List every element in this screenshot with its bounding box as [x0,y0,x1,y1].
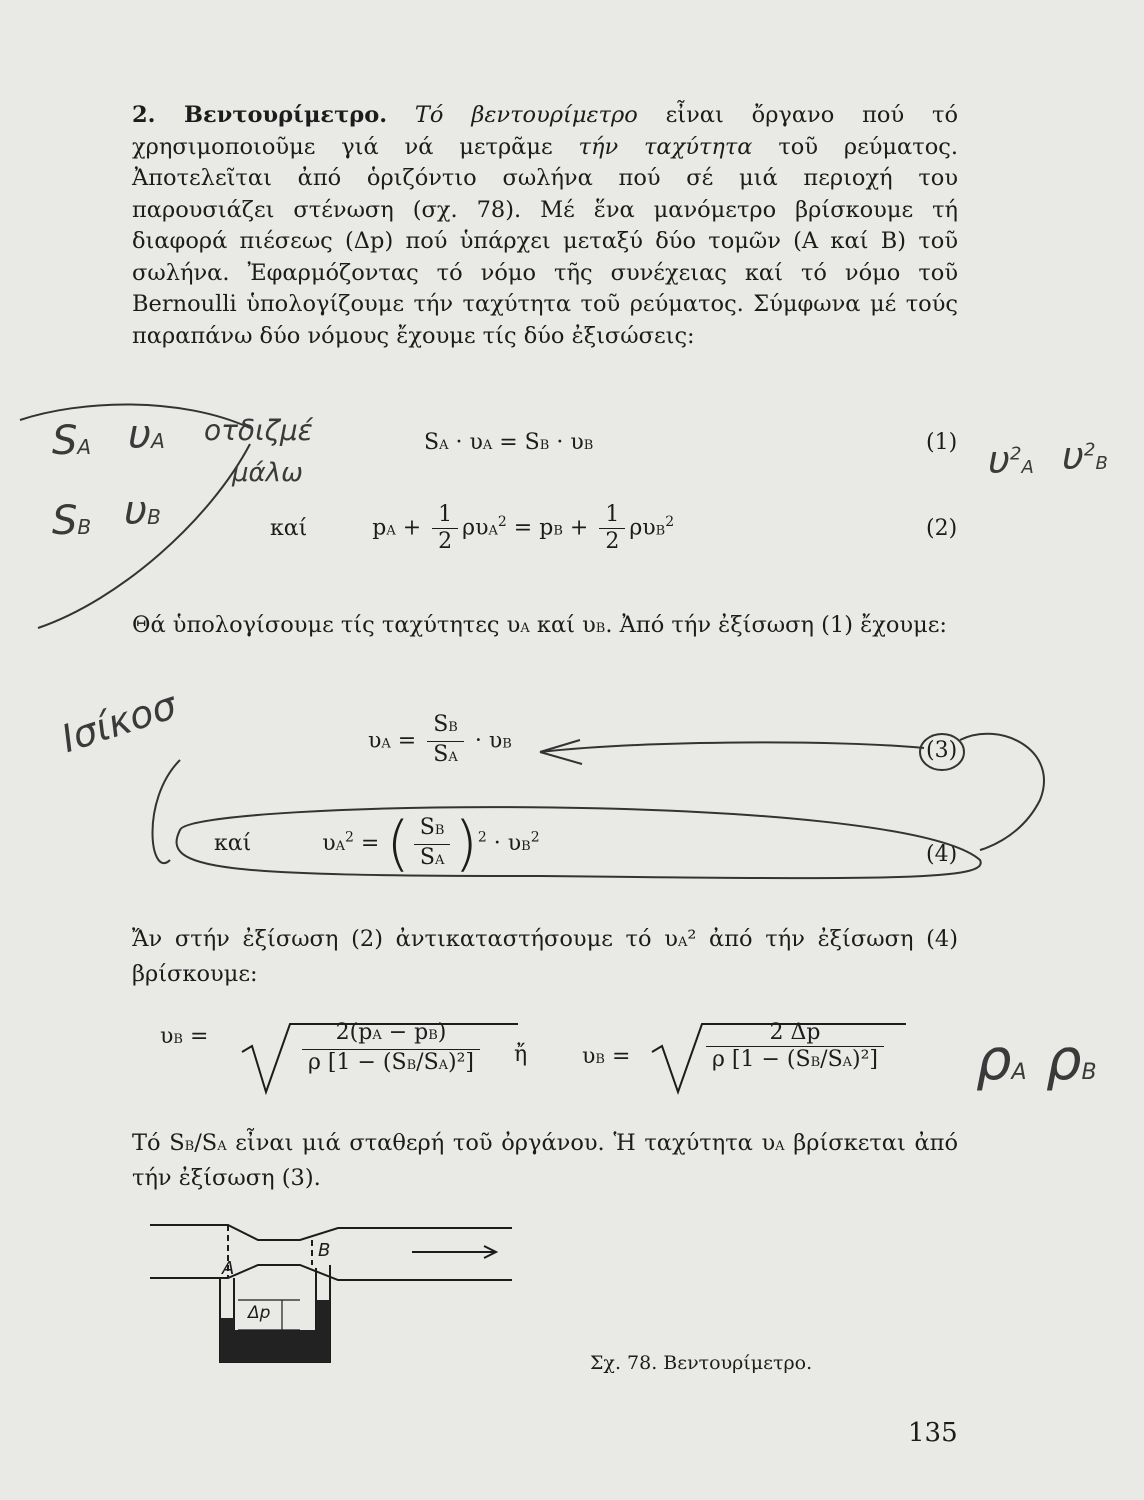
figure-label-a: A [222,1258,235,1279]
page-number: 135 [908,1418,958,1448]
equation-4: καί $\upsilon A^2$ = ( $\frac{SB}{SA}$ )$^2 \cdot \upsilon B^2$ [214,809,540,879]
figure-caption: Σχ. 78. Βεντουρίμετρο. [590,1352,813,1374]
paragraph-4: Τό SB/SA εἶναι μιά σταθερή τοῦ ὀργάνου. Ἡ ταχύτητα υA βρίσκεται ἀπό τήν ἐξίσωση (3). [132,1130,958,1191]
equation-3: υA = $\frac{SB}{SA}$ · υB [368,712,512,771]
venturi-figure [150,1225,512,1362]
hand-vb: υB [124,488,161,534]
section-title: 2. Βεντουρίμετρο. [132,102,388,128]
equation-5-or: ἤ [514,1042,528,1067]
paragraph-3: Ἄν στήν ἐξίσωση (2) ἀντικαταστήσουμε τό υA² ἀπό τήν ἐξίσωση (4) βρίσκουμε: [132,926,958,987]
hand-rho-b: ρB [1046,1028,1097,1093]
hand-va: υA [128,412,165,458]
hand-note-2: μάλω [232,458,303,488]
equation-2-number: (2) [926,516,958,541]
hand-rho-a: ρA [976,1028,1027,1093]
radical-sign-2 [652,1024,906,1092]
radical-sign-1 [242,1024,518,1092]
hand-ub2: $\upsilon^2B$ [1062,434,1108,478]
equation-1-number: (1) [926,430,958,455]
equation-2: καί pA + $\frac{1}{2}$ ρυA$^2$ = pB + $\frac{1}{2}$ ρυB$^2$ [270,502,675,554]
equation-5a: υB = [160,1024,209,1049]
intro-italic: Τό βεντουρίμετρο [414,102,638,128]
equation-3-number: (3) [926,738,958,763]
intro-italic-2: τήν ταχύτητα [578,133,753,160]
hand-note-1: οτδιζμέ [204,414,313,447]
hand-sb: SB [52,498,92,544]
equation-4-number: (4) [926,842,958,867]
equation-5b-fraction: $\frac{2 \Delta p}{\text{ρ [1 − (SB/SA)²]}}$ [702,1020,888,1076]
intro-text-2: τοῦ ρεύματος. Ἀποτελεῖται ἀπό ὁριζόντιο σωλήνα πού σέ μιά περιοχή του παρουσιάζει στένωση (σχ. 78). Μέ ἕνα μανόμετρο βρίσκουμε τή διαφορά πιέσεως (Δp) πού ὑπάρχει μεταξύ δύο τομῶν (Α καί Β) τοῦ σωλήνα. Ἐφαρμόζοντας τό νόμο τῆς συνέχειας καί τό νόμο τοῦ Bernoulli ὑπολογίζουμε τήν ταχύτητα τοῦ ρεύματος. Σύμφωνα μέ τούς παραπάνω δύο νόμους ἔχουμε τίς δύο ἐξισώσεις: [132,133,958,349]
intro-text-1: εἶναι ὄργανο πού τό χρησιμοποιοῦμε γιά νά μετρᾶμε [132,102,959,160]
equation-1: SA · υA = SB · υB [424,430,594,455]
paragraph-2: Θά ὑπολογίσουμε τίς ταχύτητες υA καί υB. Ἀπό τήν ἐξίσωση (1) ἔχουμε: [132,612,947,638]
equation-5b: υB = [582,1044,631,1069]
handwriting-strokes [20,404,1044,878]
hand-isos: Ισίκοσ [56,682,182,762]
equation-5a-fraction: $\frac{2(pA - pB)}{\text{ρ [1 − (SB/SA)²]}}$ [298,1020,484,1079]
figure-label-dp: Δp [248,1303,271,1323]
hand-sa: SA [52,418,92,464]
figure-label-b: B [318,1240,331,1261]
hand-ua2: $\upsilon^2A$ [988,438,1034,482]
